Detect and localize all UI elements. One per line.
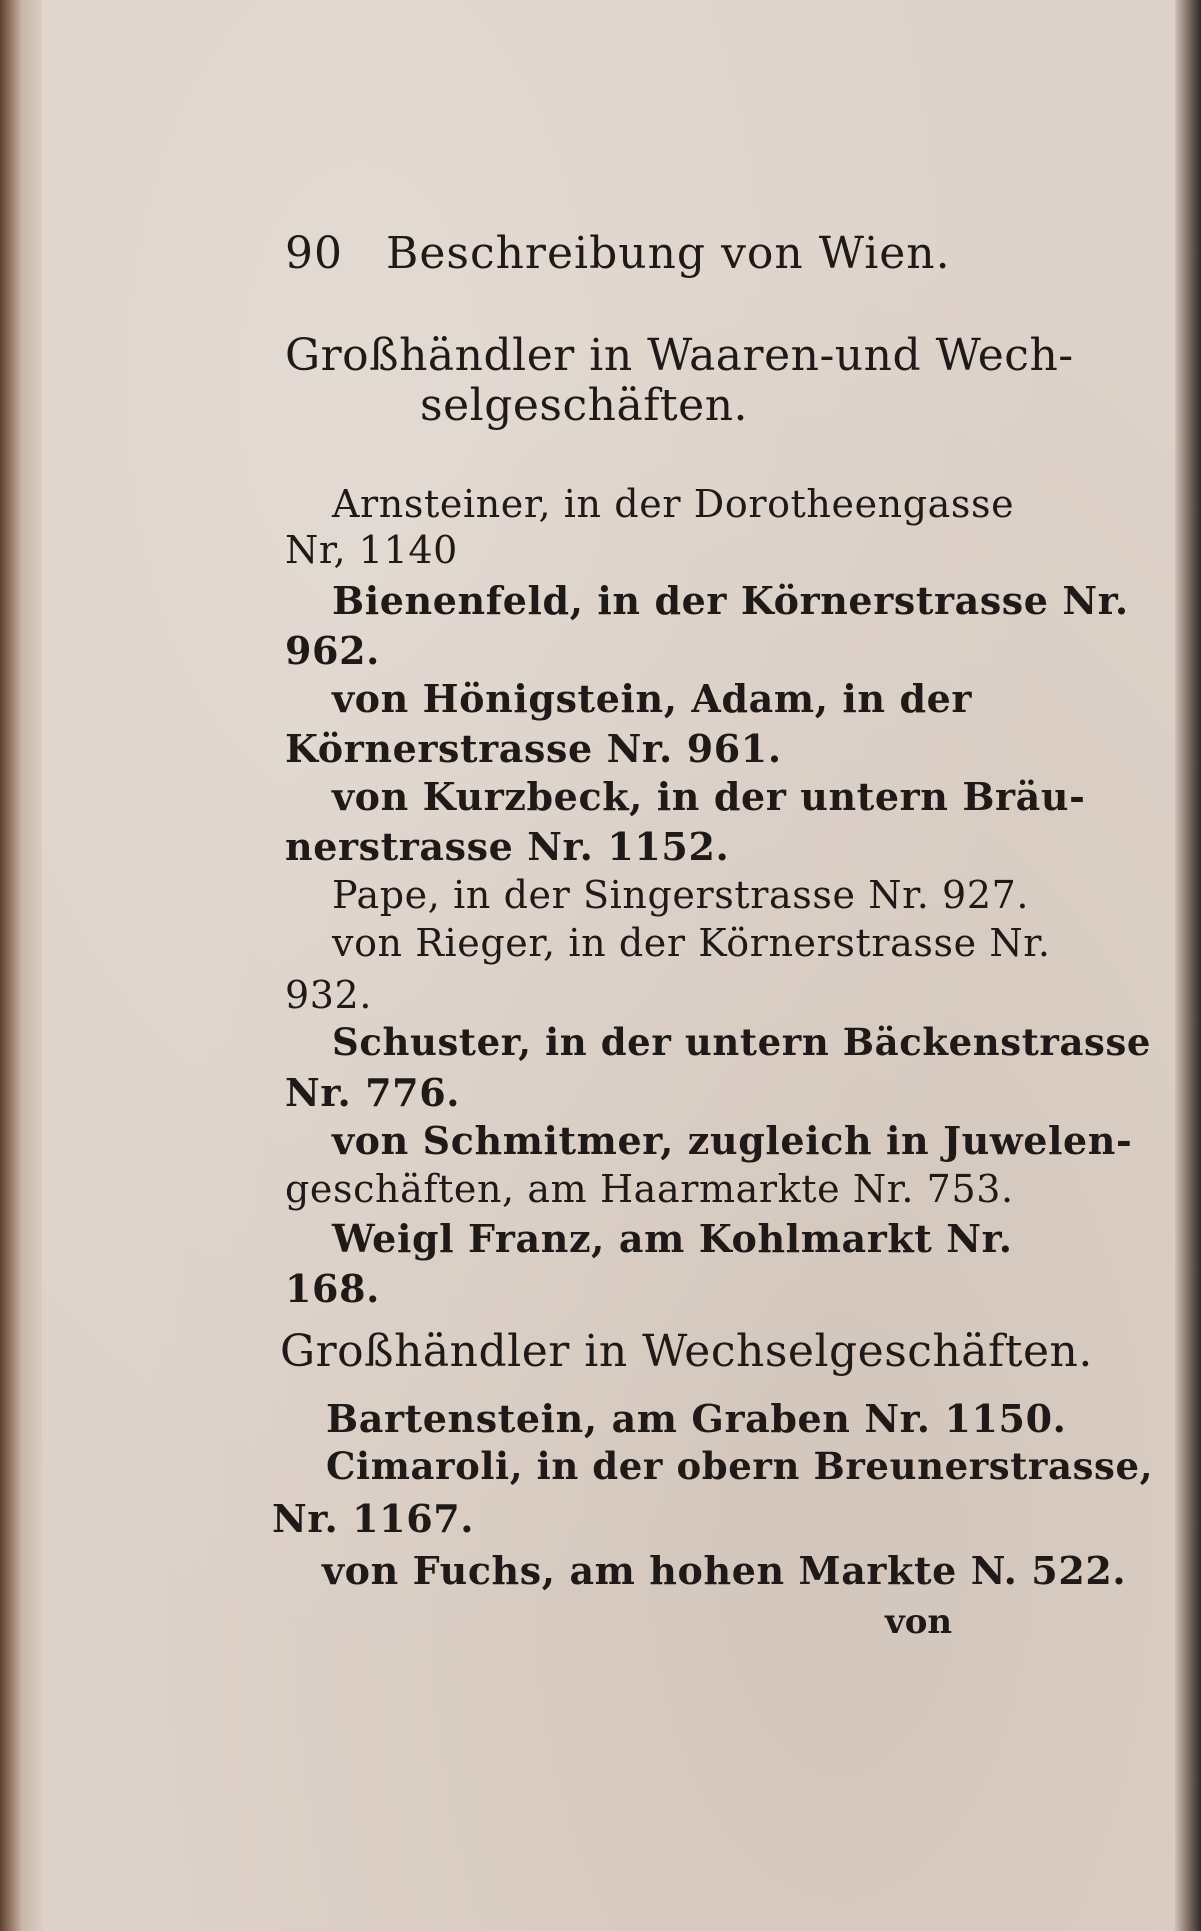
entry-line: von Fuchs, am hohen Markte N. 522. bbox=[322, 1548, 1127, 1593]
page-number: 90 bbox=[285, 228, 343, 279]
running-header bbox=[285, 228, 951, 279]
entry-line: geschäften, am Haarmarkte Nr. 753. bbox=[285, 1167, 1014, 1211]
catchword: von bbox=[885, 1602, 953, 1642]
entry-line: Nr, 1140 bbox=[285, 528, 458, 572]
running-title: Beschreibung von Wien. bbox=[386, 228, 951, 279]
entry-line: Weigl Franz, am Kohlmarkt Nr. bbox=[332, 1216, 1013, 1261]
entry-line: Körnerstrasse Nr. 961. bbox=[285, 726, 782, 771]
entry-line: von Hönigstein, Adam, in der bbox=[332, 676, 973, 721]
entry-line: nerstrasse Nr. 1152. bbox=[285, 824, 730, 869]
entry-line: Cimaroli, in der obern Breunerstrasse, bbox=[326, 1444, 1154, 1488]
entry-line: Nr. 776. bbox=[285, 1070, 461, 1115]
entry-line: Pape, in der Singerstrasse Nr. 927. bbox=[332, 873, 1030, 917]
entry-line: Nr. 1167. bbox=[272, 1496, 475, 1541]
section-title-line: Großhändler in Wechselgeschäften. bbox=[280, 1326, 1093, 1377]
section-title-line: selgeschäften. bbox=[420, 380, 749, 431]
entry-line: von Kurzbeck, in der untern Bräu- bbox=[332, 774, 1086, 819]
entry-line: von Rieger, in der Körnerstrasse Nr. bbox=[332, 921, 1051, 965]
section-title-line: Großhändler in Waaren-und Wech- bbox=[285, 330, 1074, 381]
entry-line: 962. bbox=[285, 628, 380, 673]
entry-line: Bartenstein, am Graben Nr. 1150. bbox=[326, 1396, 1067, 1441]
entry-line: Bienenfeld, in der Körnerstrasse Nr. bbox=[332, 578, 1129, 623]
entry-line: 932. bbox=[285, 973, 373, 1017]
entry-line: 168. bbox=[285, 1266, 380, 1311]
entry-line: von Schmitmer, zugleich in Juwelen- bbox=[332, 1118, 1133, 1163]
entry-line: Arnsteiner, in der Dorotheengasse bbox=[332, 482, 1015, 526]
entry-line: Schuster, in der untern Bäckenstrasse bbox=[332, 1020, 1152, 1064]
